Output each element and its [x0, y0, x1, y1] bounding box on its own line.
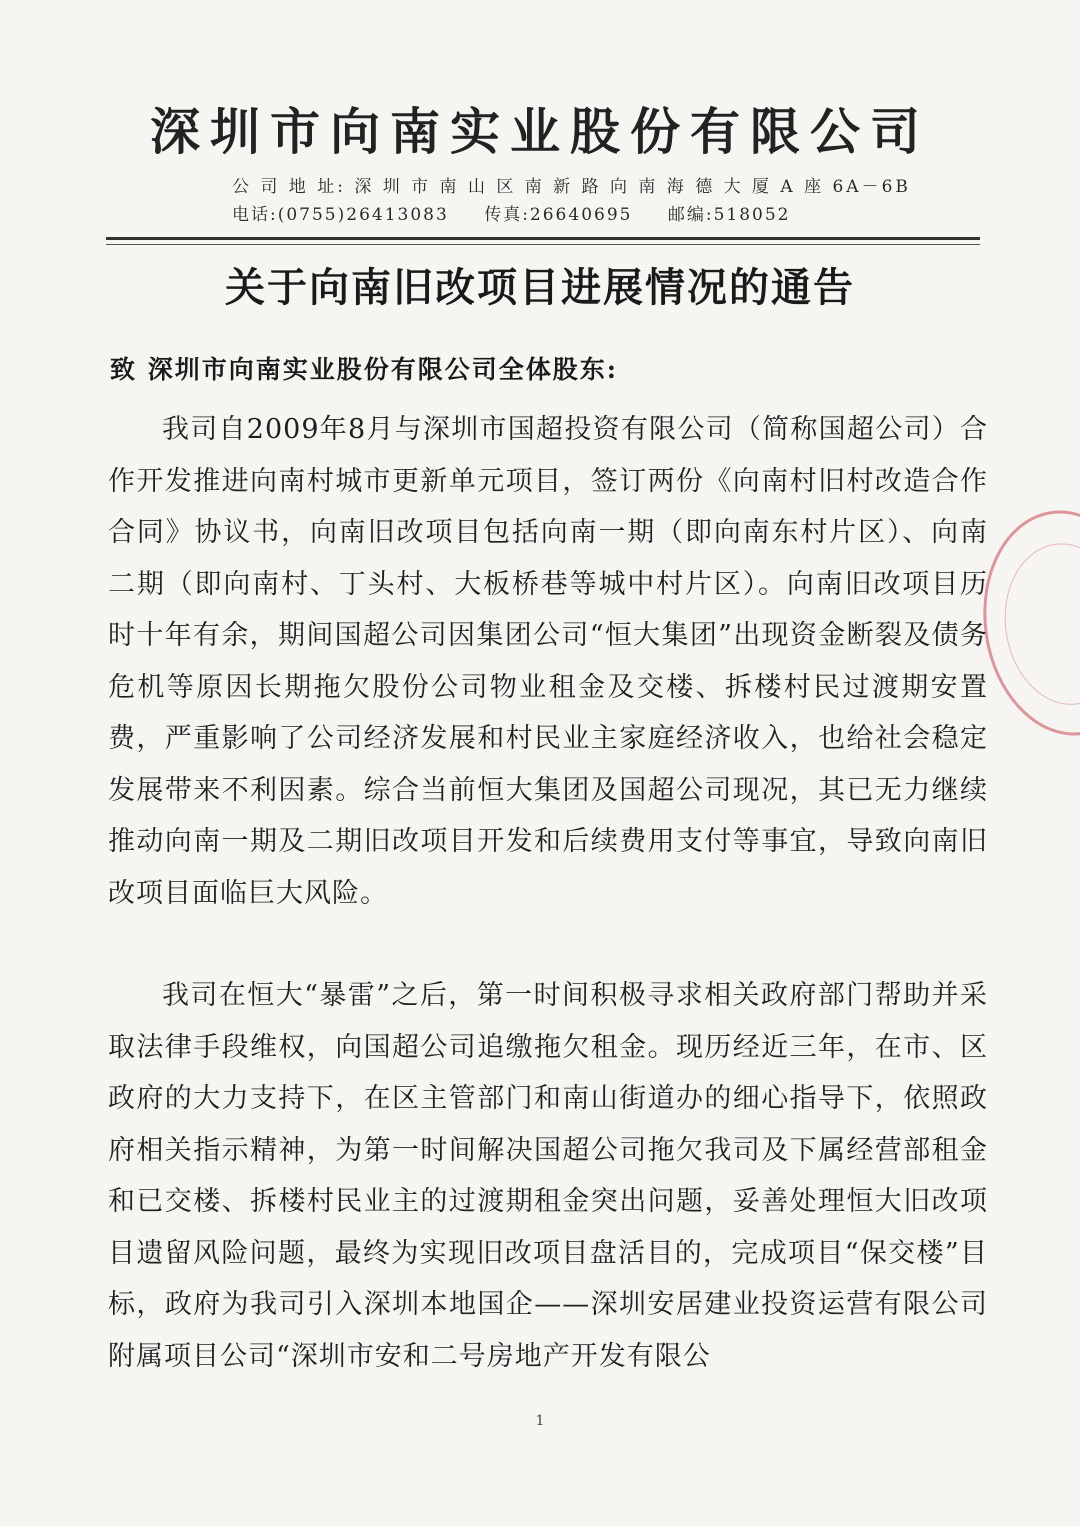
phone-number: 电话:(0755)26413083 — [232, 205, 449, 225]
header-rule-thick — [106, 237, 980, 240]
company-address: 公 司 地 址: 深 圳 市 南 山 区 南 新 路 向 南 海 德 大 厦 A 座 6A－6B — [232, 177, 911, 197]
salutation: 致 深圳市向南实业股份有限公司全体股东: — [110, 355, 618, 384]
page-number: 1 — [535, 1413, 545, 1429]
company-name: 深圳市向南实业股份有限公司 — [150, 102, 930, 161]
header-rule-thin — [106, 244, 980, 245]
notice-title: 关于向南旧改项目进展情况的通告 — [225, 264, 855, 311]
seal-inner-ring — [994, 535, 1080, 712]
body-paragraph: 我司在恒大“暴雷”之后，第一时间积极寻求相关政府部门帮助并采取法律手段维权，向国超公司追缴拖欠租金。现历经近三年，在市、区政府的大力支持下，在区主管部门和南山街道办的细心指导下，依照政府相关指示精神，为第一时间解决国超公司拖欠我司及下属经营部租金和已交楼、拆楼村民业主的过渡期租金突出问题，妥善处理恒大旧改项目遗留风险问题，最终为实现旧改项目盘活目的，完成项目“保交楼”目标，政府为我司引入深圳本地国企——深圳安居建业投资运营有限公司附属项目公司“深圳市安和二号房地产开发有限公 — [108, 980, 988, 1372]
fax-number: 传真:26640695 — [484, 205, 633, 225]
body-paragraph: 我司自2009年8月与深圳市国超投资有限公司（简称国超公司）合作开发推进向南村城市更新单元项目，签订两份《向南村旧村改造合作合同》协议书，向南旧改项目包括向南一期（即向南东村片区）、向南二期（即向南村、丁头村、大板桥巷等城中村片区）。向南旧改项目历时十年有余，期间国超公司因集团公司“恒大集团”出现资金断裂及债务危机等原因长期拖欠股份公司物业租金及交楼、拆楼村民过渡期安置费，严重影响了公司经济发展和村民业主家庭经济收入，也给社会稳定发展带来不利因素。综合当前恒大集团及国超公司现况，其已无力继续推动向南一期及二期旧改项目开发和后续费用支付等事宜，导致向南旧改项目面临巨大风险。 — [108, 414, 988, 909]
postcode: 邮编:518052 — [667, 205, 791, 225]
company-contact — [232, 200, 819, 225]
